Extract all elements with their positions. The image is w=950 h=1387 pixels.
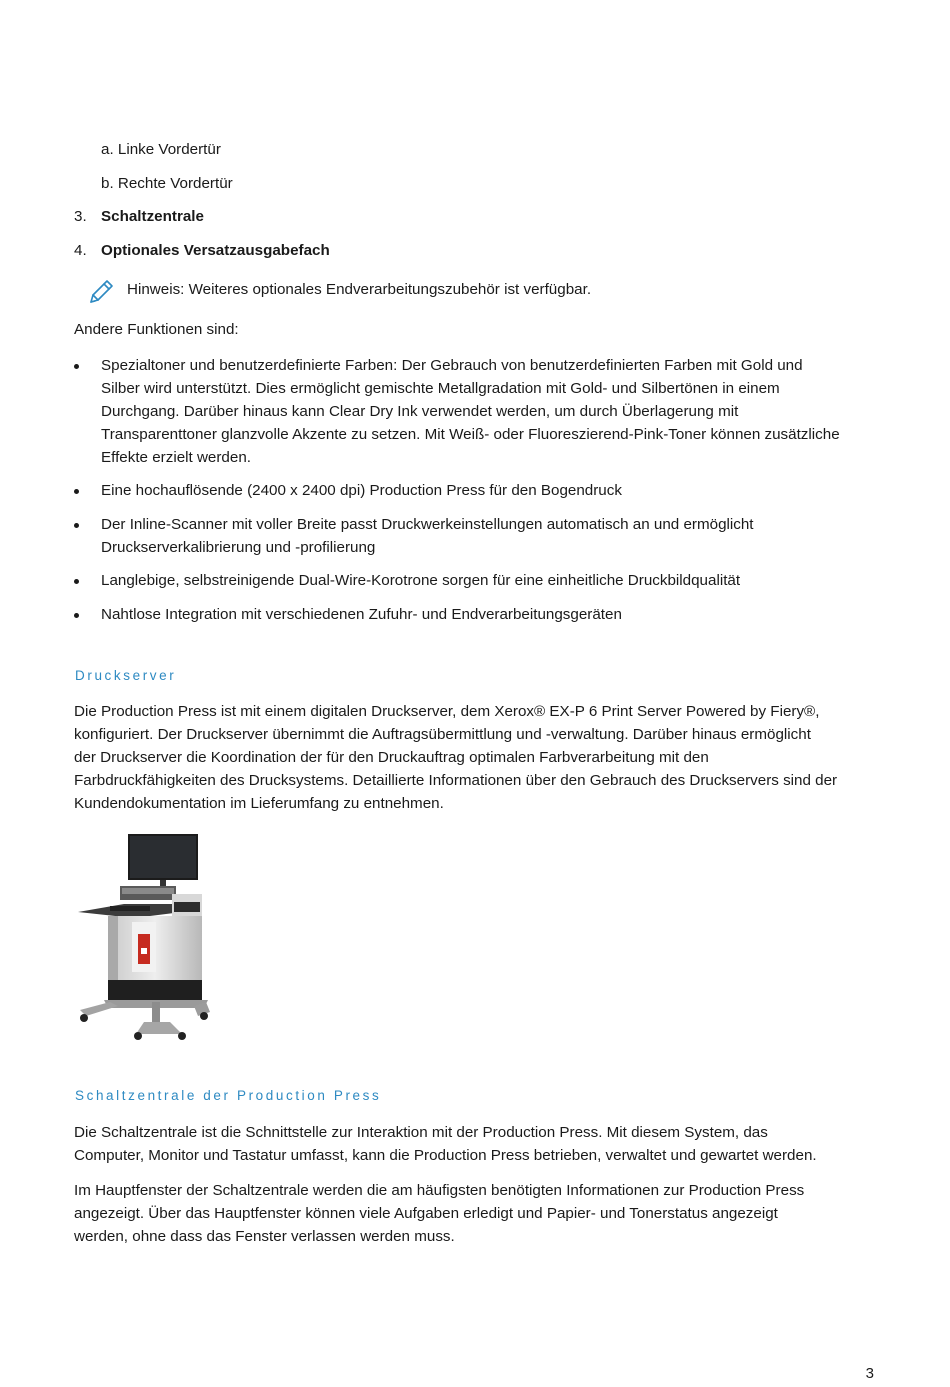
- bullet-item-korotrone: Langlebige, selbstreinigende Dual-Wire-Korotrone sorgen für eine einheitliche Druckbildqualität: [101, 572, 741, 589]
- sub-item-left-door: a. Linke Vordertür: [101, 141, 221, 158]
- bullet-item-integration: Nahtlose Integration mit verschiedenen Zufuhr- und Endverarbeitungsgeräten: [101, 606, 622, 623]
- bullet-dot: [74, 364, 79, 369]
- pencil-icon: [86, 276, 116, 306]
- bullet-dot: [74, 523, 79, 528]
- section-heading-schaltzentrale: Schaltzentrale der Production Press: [75, 1088, 382, 1103]
- bullet-dot: [74, 489, 79, 494]
- section-heading-druckserver: Druckserver: [75, 668, 177, 683]
- intro-text: Andere Funktionen sind:: [74, 321, 239, 338]
- sub-item-right-door: b. Rechte Vordertür: [101, 175, 233, 192]
- bullet-dot: [74, 613, 79, 618]
- schaltzentrale-paragraph-1: Die Schaltzentrale ist die Schnittstelle zur Interaktion mit der Production Press. Mit diesem System, das Computer, Monitor und Tastatur umfasst, kann die Production Press betrieben, verwaltet und gewartet werden.: [74, 1124, 817, 1164]
- bullet-item-spezialtoner: Spezialtoner und benutzerdefinierte Farben: Der Gebrauch von benutzerdefinierten Farben mit Gold und Silber wird unterstützt. Dies ermöglicht gemischte Metallgradation mit Gold- und Silbertönen in einem Durchgang. Darüber hinaus kann Clear Dry Ink verwendet werden, um durch Überlagerung mit Transparenttoner glanzvolle Akzente zu setzen. Mit Weiß- oder Fluoreszierend-Pink-Toner können zusätzliche Effekte erzielt werden.: [101, 357, 840, 466]
- bullet-item-inline-scanner: Der Inline-Scanner mit voller Breite passt Druckwerkeinstellungen automatisch an und ermöglicht Druckserverkalibrierung und -profilierung: [101, 516, 754, 556]
- note-text: Hinweis: Weiteres optionales Endverarbeitungszubehör ist verfügbar.: [127, 281, 592, 298]
- page-number: 3: [865, 1365, 874, 1382]
- bullet-dot: [74, 579, 79, 584]
- druckserver-paragraph: Die Production Press ist mit einem digitalen Druckserver, dem Xerox® EX-P 6 Print Server Powered by Fiery®, konfiguriert. Der Druckserver übernimmt die Auftragsübermittlung und -verwaltung. Darüber hinaus ermöglicht der Druckserver die Koordination der für den Druckauftrag optimalen Farbverarbeitung mit den Farbdruckfähigkeiten des Drucksystems. Detaillierte Informationen über den Gebrauch des Druckservers sind der Kundendokumentation im Lieferumfang zu entnehmen.: [74, 703, 838, 812]
- list-number: 3.: [74, 208, 87, 225]
- list-item-versatzausgabefach: Optionales Versatzausgabefach: [101, 242, 330, 259]
- list-number: 4.: [74, 242, 87, 259]
- list-item-schaltzentrale: Schaltzentrale: [101, 208, 204, 225]
- schaltzentrale-paragraph-2: Im Hauptfenster der Schaltzentrale werden die am häufigsten benötigten Informationen zur Production Press angezeigt. Über das Hauptfenster können viele Aufgaben erledigt und Papier- und Tonerstatus angezeigt werden, ohne dass das Fenster verlassen werden muss.: [74, 1182, 805, 1245]
- bullet-item-resolution: Eine hochauflösende (2400 x 2400 dpi) Production Press für den Bogendruck: [101, 482, 622, 499]
- print-server-image: [74, 830, 214, 1042]
